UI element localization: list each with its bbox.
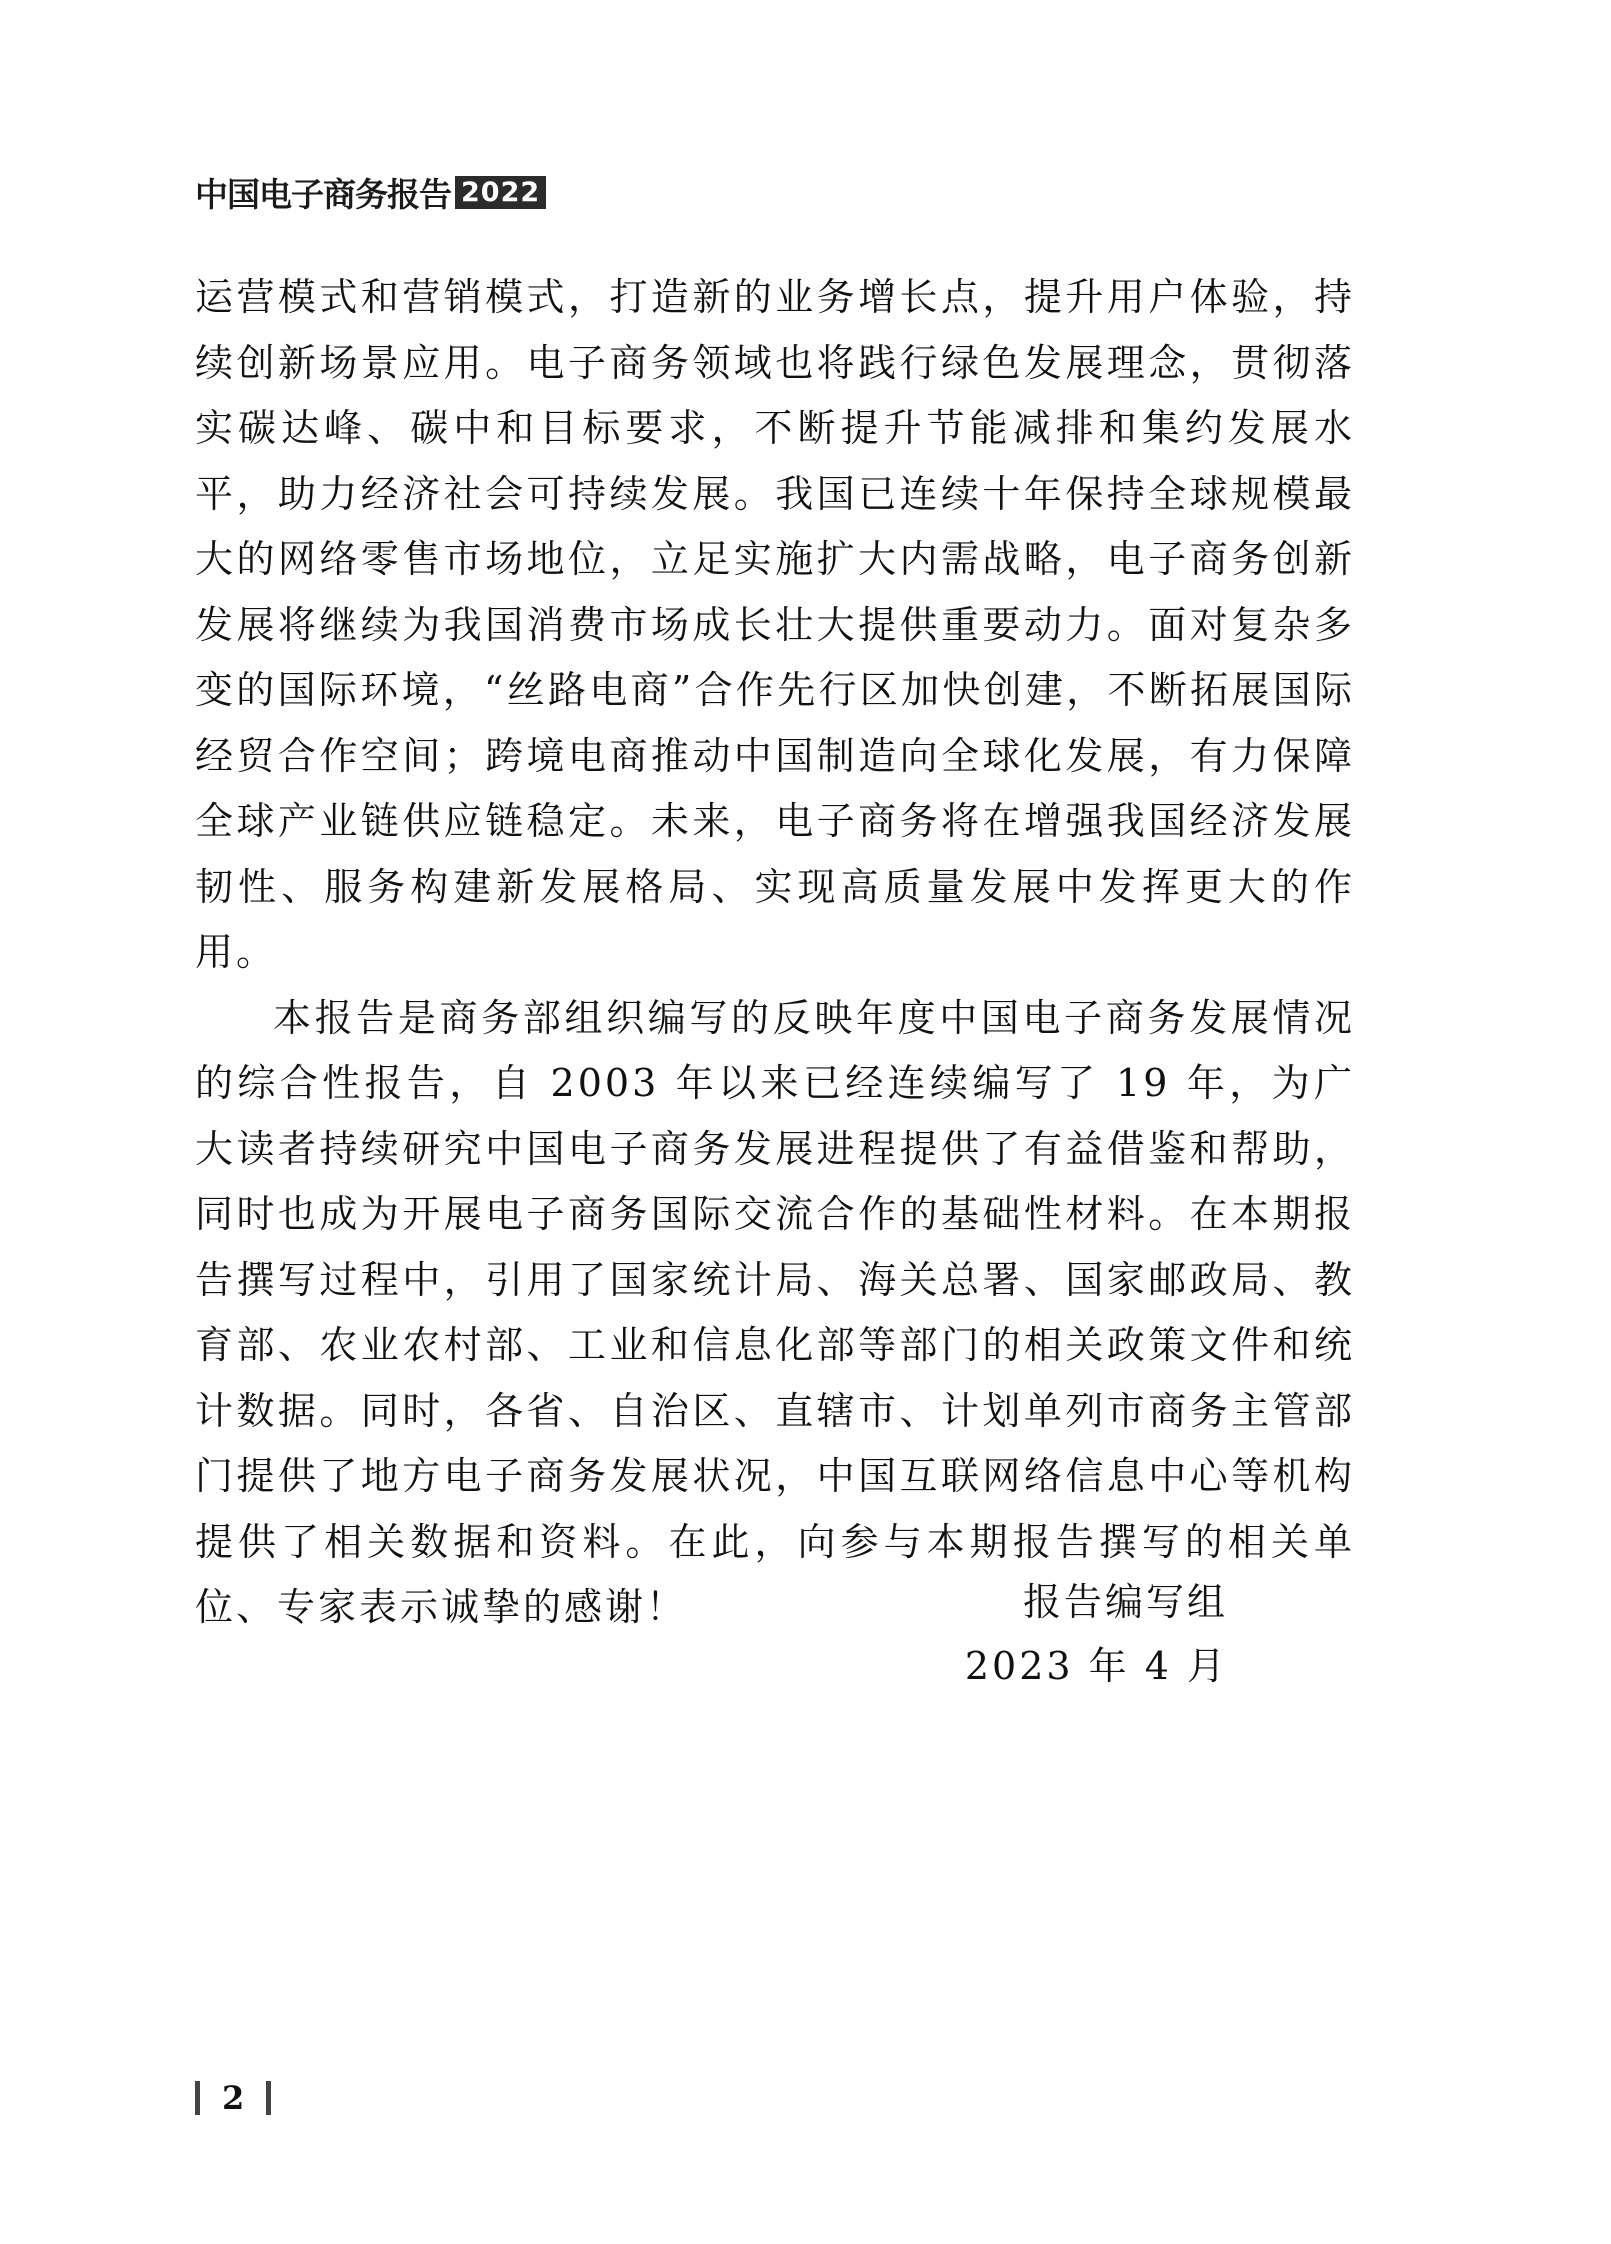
body-text	[195, 265, 1355, 1641]
paragraph-acknowledgement: 本报告是商务部组织编写的反映年度中国电子商务发展情况的综合性报告，自 2003 年以来已经连续编写了 19 年，为广大读者持续研究中国电子商务发展进程提供了有益借鉴和帮助，同时也成为开展电子商务国际交流合作的基础性材料。在本期报告撰写过程中，引用了国家统计局、海关总署、国家邮政局、教育部、农业农村部、工业和信息化部等部门的相关政策文件和统计数据。同时，各省、自治区、直辖市、计划单列市商务主管部门提供了地方电子商务发展状况，中国互联网络信息中心等机构提供了相关数据和资料。在此，向参与本期报告撰写的相关单位、专家表示诚挚的感谢！	[195, 995, 1355, 1629]
report-title: 中国电子商务报告	[195, 174, 451, 214]
page-number-right-bar	[266, 2081, 271, 2115]
running-header	[195, 172, 546, 212]
signature-author: 报告编写组	[1022, 1580, 1228, 1624]
page-footer	[195, 2076, 271, 2120]
page-number: 2	[222, 2079, 245, 2117]
signature-date: 2023 年 4 月	[964, 1644, 1228, 1688]
paragraph-continued: 运营模式和营销模式，打造新的业务增长点，提升用户体验，持续创新场景应用。电子商务领域也将践行绿色发展理念，贯彻落实碳达峰、碳中和目标要求，不断提升节能减排和集约发展水平，助力经济社会可持续发展。我国已连续十年保持全球规模最大的网络零售市场地位，立足实施扩大内需战略，电子商务创新发展将继续为我国消费市场成长壮大提供重要动力。面对复杂多变的国际环境，“丝路电商”合作先行区加快创建，不断拓展国际经贸合作空间；跨境电商推动中国制造向全球化发展，有力保障全球产业链供应链稳定。未来，电子商务将在增强我国经济发展韧性、服务构建新发展格局、实现高质量发展中发挥更大的作用。	[195, 275, 1355, 974]
signature-block	[965, 1570, 1228, 1698]
page-number-left-bar	[195, 2081, 200, 2115]
report-year-badge: 2022	[455, 176, 546, 209]
